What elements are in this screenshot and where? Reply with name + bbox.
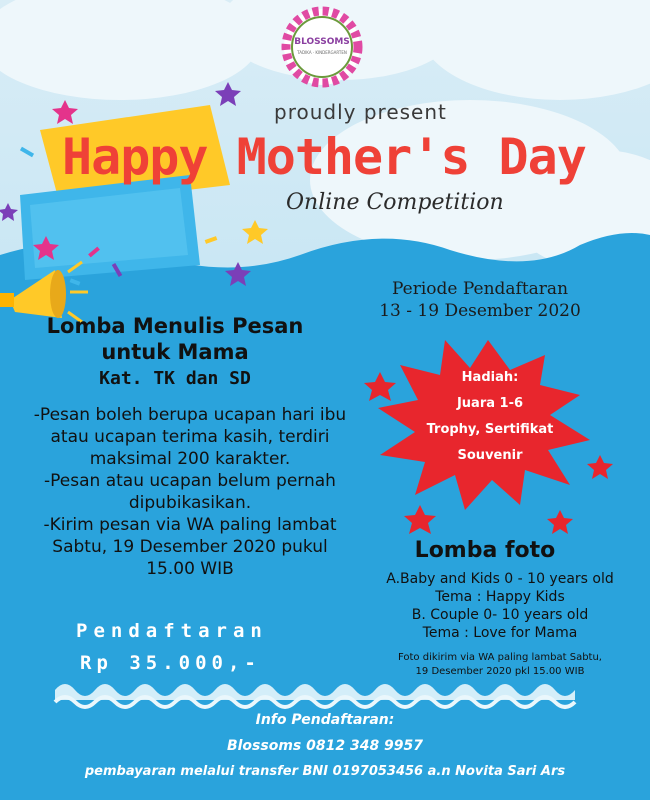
footer-info: Info Pendaftaran:	[255, 712, 395, 728]
rule-3a: -Kirim pesan via WA paling lambat	[43, 515, 337, 535]
prize-line2: Trophy, Sertifikat	[426, 422, 554, 437]
photo-note	[360, 651, 640, 679]
blossoms-logo-wreath	[284, 9, 360, 85]
writing-title-1: Lomba Menulis Pesan	[46, 314, 304, 338]
photo-theme-b: Tema : Love for Mama	[422, 625, 578, 641]
photo-note-2: 19 Desember 2020 pkl 15.00 WIB	[415, 666, 585, 677]
photo-cat-b: B. Couple 0- 10 years old	[411, 607, 589, 623]
logo-tagline: TADIKA · KINDERGARTEN	[297, 50, 347, 55]
rule-2b: dipubikasikan.	[128, 493, 252, 513]
fee-amount: Rp 35.000,-	[80, 652, 261, 674]
proudly-present-text: proudly present	[274, 100, 447, 124]
rule-3b: Sabtu, 19 Desember 2020 pukul	[52, 537, 328, 557]
photo-title: Lomba foto	[414, 538, 556, 563]
rule-1c: maksimal 200 karakter.	[89, 449, 291, 469]
period-label: Periode Pendaftaran	[391, 279, 569, 299]
photo-cat-a: A.Baby and Kids 0 - 10 years old	[386, 571, 614, 587]
prize-heading: Hadiah:	[461, 370, 519, 385]
subtitle: Online Competition	[286, 190, 504, 215]
writing-category: Kat. TK dan SD	[99, 368, 251, 389]
photo-note-1: Foto dikirim via WA paling lambat Sabtu,	[398, 652, 602, 663]
period-dates: 13 - 19 Desember 2020	[379, 301, 581, 321]
rule-3c: 15.00 WIB	[146, 559, 234, 579]
prize-line3: Souvenir	[457, 448, 523, 463]
photo-theme-a: Tema : Happy Kids	[435, 589, 565, 605]
fee-label: Pendaftaran	[76, 620, 268, 642]
writing-title-2: untuk Mama	[101, 340, 249, 364]
writing-rules	[0, 404, 380, 580]
rule-2a: -Pesan atau ucapan belum pernah	[44, 471, 336, 491]
rule-1a: -Pesan boleh berupa ucapan hari ibu	[33, 405, 347, 425]
footer-contact: Blossoms 0812 348 9957	[226, 738, 424, 754]
rule-1b: atau ucapan terima kasih, terdiri	[50, 427, 330, 447]
prize-line1: Juara 1-6	[456, 396, 524, 411]
main-title: Happy Mother's Day	[62, 128, 586, 186]
photo-categories	[350, 570, 650, 642]
logo-name: BLOSSOMS	[294, 37, 350, 47]
footer-payment: pembayaran melalui transfer BNI 0197053456 a.n Novita Sari Ars	[84, 764, 566, 779]
